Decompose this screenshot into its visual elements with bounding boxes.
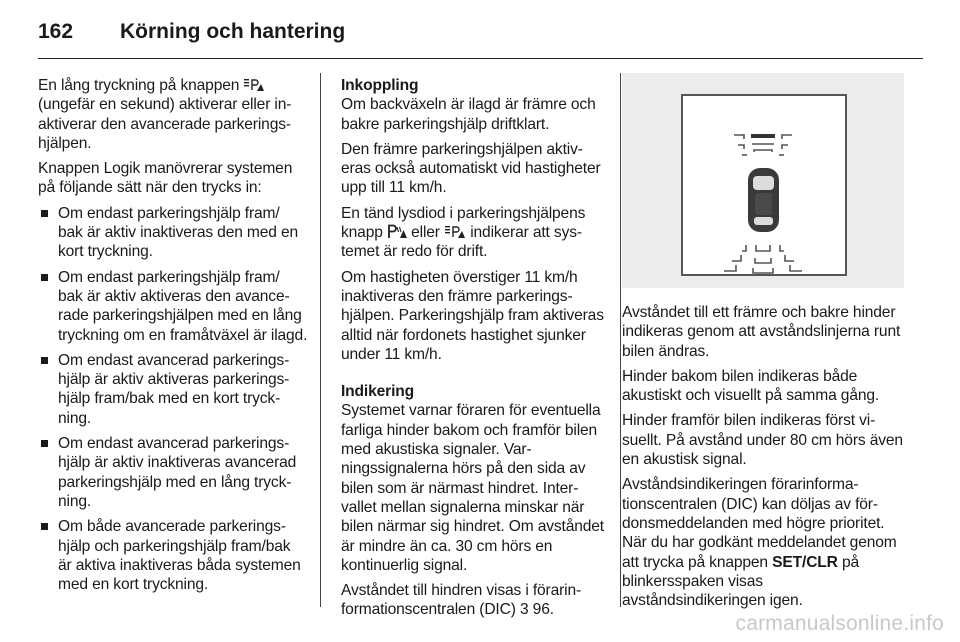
- paragraph: Om hastigheten överstiger 11 km/h inaktiveras den främre parkeringshjälpen. Parkeringshjälp fram aktiveras alltid när fordonets hastighet sjunker under 11 km/h.: [341, 268, 604, 363]
- list-item: Om endast parkeringshjälp fram/ bak är aktiv inaktiveras den med en kort tryckning.: [38, 204, 308, 262]
- bullet-icon: [41, 523, 48, 530]
- parking-assist-icon: [387, 224, 407, 239]
- page-number: 162: [38, 20, 74, 43]
- list-item: Om endast avancerad parkeringshjälp är aktiv aktiveras parkeringshjälp fram/bak med en kort tryckning.: [38, 351, 308, 428]
- paragraph: Avståndsindikeringen förarinformationscentralen (DIC) kan döljas av fördonsmeddelanden med högre prioritet. När du har godkänt meddelandet genom att trycka på knappen SET/CLR på blinkersspaken visas avståndsindikeringen igen.: [622, 476, 897, 610]
- section-heading: Inkoppling: [341, 77, 419, 94]
- page-reference-link[interactable]: 3 96.: [519, 601, 554, 619]
- column-divider: [620, 73, 621, 607]
- parking-distance-diagram: [622, 73, 904, 288]
- parking-distance-illustration: [622, 73, 904, 288]
- page-title: Körning och hantering: [120, 20, 346, 43]
- advanced-parking-assist-icon: [243, 78, 265, 92]
- paragraph: Systemet varnar föraren för eventuella farliga hinder bakom och framför bilen med akustiska signaler. Varningssignalerna hörs på den sida av bilen som är närmast hindret. Intervallet mellan signalerna minskar när bilen närmar sig hindret. Om avståndet är mindre än ca. 30 cm hörs en kontinuerlig signal.: [341, 402, 604, 574]
- paragraph: Om backväxeln är ilagd är främre och bakre parkeringshjälp driftklart.: [341, 96, 596, 133]
- column-left: [38, 76, 308, 600]
- paragraph: En lång tryckning på knappen (ungefär en sekund) aktiverar eller inaktiverar den avancerade parkeringshjälpen.: [38, 77, 292, 152]
- paragraph: En tänd lysdiod i parkeringshjälpens knapp eller indikerar att systemet är redo för drift.: [341, 204, 586, 261]
- bullet-icon: [41, 440, 48, 447]
- column-divider: [320, 73, 321, 607]
- bullet-icon: [41, 210, 48, 217]
- paragraph: Avståndet till ett främre och bakre hinder indikeras genom att avståndslinjerna runt bilen ändras.: [622, 304, 901, 360]
- list-item: Om endast avancerad parkeringshjälp är aktiv inaktiveras avancerad parkeringshjälp med en lång tryckning.: [38, 434, 308, 511]
- paragraph: Knappen Logik manövrerar systemen på följande sätt när den trycks in:: [38, 160, 293, 197]
- list-item: Om både avancerade parkeringshjälp och parkeringshjälp fram/bak är aktiva inaktiveras båda systemen med en kort tryckning.: [38, 517, 308, 594]
- paragraph: Den främre parkeringshjälpen aktiveras också automatiskt vid hastigheter upp till 11 km/h.: [341, 140, 601, 197]
- column-right: [622, 303, 907, 616]
- watermark: carmanualsonline.info: [735, 612, 944, 635]
- column-middle: [341, 76, 606, 626]
- set-clr-label: SET/CLR: [772, 553, 838, 571]
- header-rule: [38, 58, 923, 59]
- paragraph: Avståndet till hindren visas i förarinformationscentralen (DIC) 3 96.: [341, 582, 582, 619]
- advanced-parking-assist-icon: [444, 225, 466, 239]
- bullet-icon: [41, 274, 48, 281]
- car-icon: [748, 168, 779, 232]
- bullet-icon: [41, 357, 48, 364]
- paragraph: Hinder bakom bilen indikeras både akustiskt och visuellt på samma gång.: [622, 367, 880, 405]
- paragraph: Hinder framför bilen indikeras först visuellt. På avstånd under 80 cm hörs även en akustisk signal.: [622, 412, 903, 469]
- section-heading: Indikering: [341, 383, 415, 401]
- page-header: [38, 20, 923, 60]
- list-item: Om endast parkeringshjälp fram/ bak är aktiv aktiveras den avancerade parkeringshjälpen med en lång tryckning om en framåtväxel är ilagd.: [38, 268, 308, 345]
